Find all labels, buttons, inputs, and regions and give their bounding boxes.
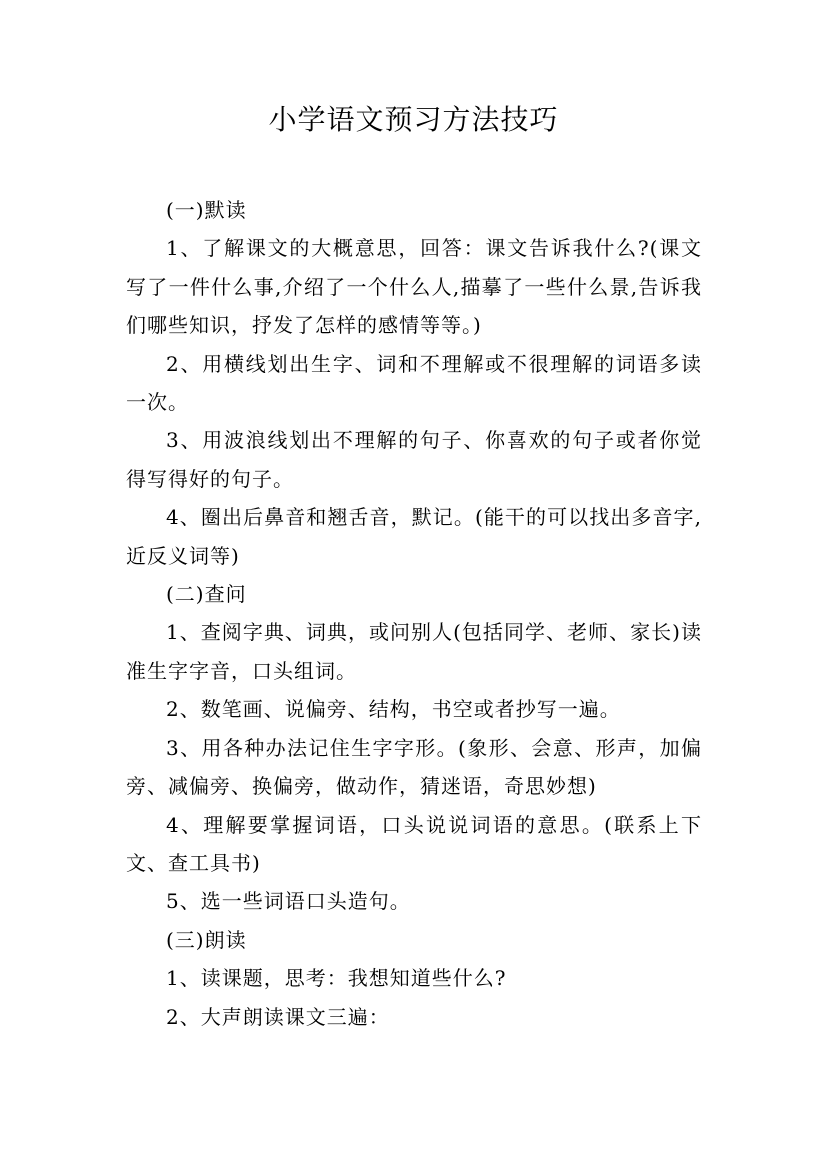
paragraph: 1、读课题，思考：我想知道些什么? [166,966,507,991]
page-title: 小学语文预习方法技巧 [268,103,559,136]
paragraph: 3、用波浪线划出不理解的句子、你喜欢的句子或者你觉得写得好的句子。 [126,428,702,491]
paragraph: 1、查阅字典、词典，或问别人(包括同学、老师、家长)读准生字字音，口头组词。 [126,620,702,683]
paragraph: 2、用横线划出生字、词和不理解或不很理解的词语多读一次。 [126,351,702,415]
section-heading-read-aloud: (三)朗读 [166,927,247,952]
section-heading-look-up: (二)查问 [166,582,247,607]
paragraph: 2、大声朗读课文三遍： [166,1004,390,1029]
paragraph: 4、圈出后鼻音和翘舌音，默记。(能干的可以找出多音字,近反义词等) [126,505,702,568]
section-heading-silent-reading: (一)默读 [166,198,247,222]
paragraph: 1、了解课文的大概意思，回答：课文告诉我什么?(课文写了一件什么事,介绍了一个什么人,描摹了一些什么景,告诉我们哪些知识，抒发了怎样的感情等等。) [126,236,702,338]
paragraph: 5、选一些词语口头造句。 [166,889,411,914]
paragraph: 2、数笔画、说偏旁、结构，书空或者抄写一遍。 [166,697,621,722]
paragraph: 4、理解要掌握词语，口头说说词语的意思。(联系上下文、查工具书) [126,812,702,875]
document-body [126,191,702,1036]
paragraph: 3、用各种办法记住生字字形。(象形、会意、形声，加偏旁、减偏旁、换偏旁，做动作，猜迷语，奇思妙想) [126,735,702,799]
